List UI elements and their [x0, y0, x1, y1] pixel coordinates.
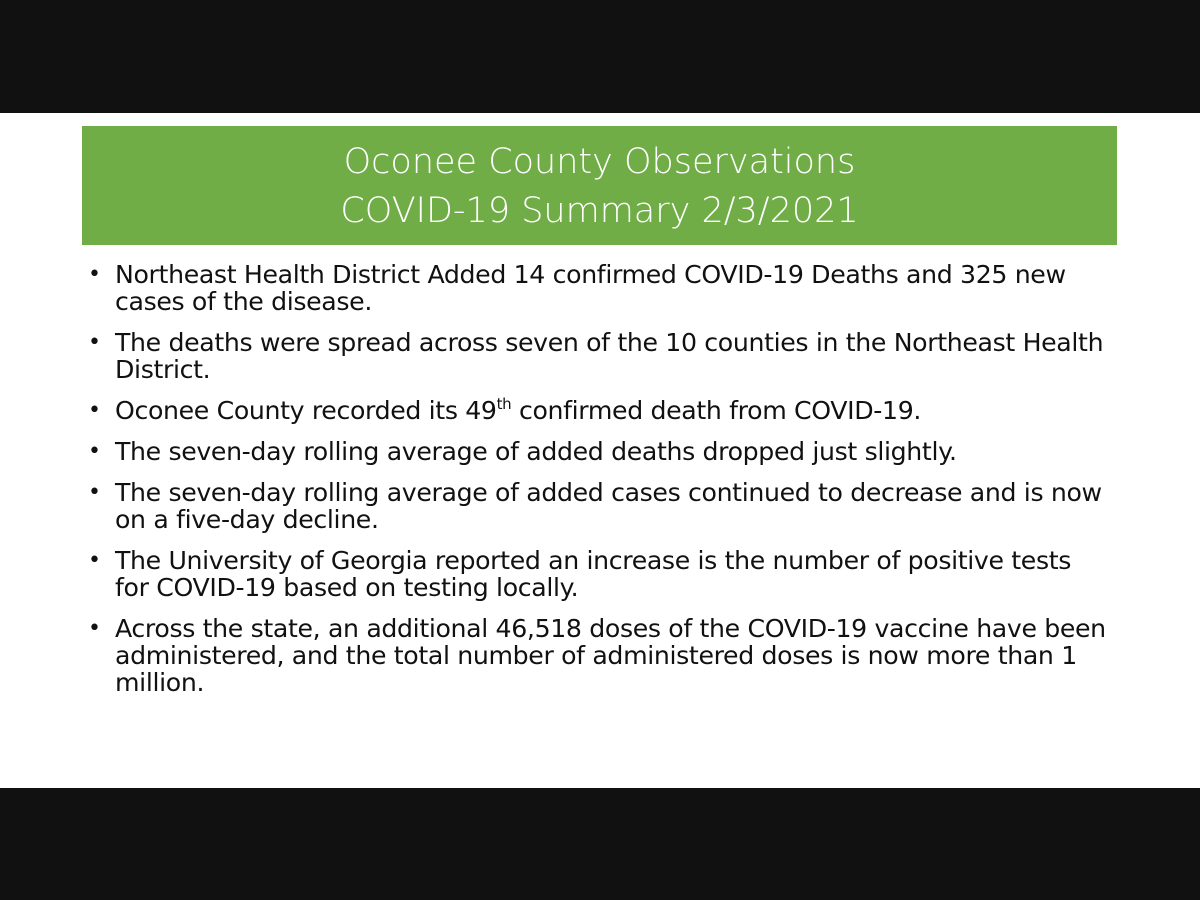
bullet-dot-icon: • — [88, 616, 101, 641]
bullet-item — [88, 397, 1108, 424]
bullet-item — [88, 438, 1108, 465]
title-banner — [82, 126, 1117, 245]
slide — [0, 113, 1200, 788]
bullet-text: The seven-day rolling average of added deaths dropped just slightly. — [115, 437, 957, 466]
bullet-dot-icon: • — [88, 548, 101, 573]
bullet-list — [88, 261, 1108, 710]
bullet-item — [88, 547, 1108, 601]
bullet-text: The deaths were spread across seven of the 10 counties in the Northeast Health District. — [115, 328, 1104, 384]
bullet-text: The seven-day rolling average of added cases continued to decrease and is now on a five-day decline. — [115, 478, 1102, 534]
bullet-text: Across the state, an additional 46,518 doses of the COVID-19 vaccine have been administered, and the total number of administered doses is now more than 1 million. — [115, 614, 1106, 697]
bullet-text: The University of Georgia reported an increase is the number of positive tests for COVID-19 based on testing locally. — [115, 546, 1072, 602]
slide-title-line-2: COVID-19 Summary 2/3/2021 — [340, 191, 859, 231]
bullet-dot-icon: • — [88, 439, 101, 464]
bullet-item — [88, 329, 1108, 383]
bullet-item — [88, 615, 1108, 696]
bullet-text-before: Oconee County recorded its 49 — [115, 396, 497, 425]
ordinal-superscript: th — [496, 395, 512, 413]
slide-title-line-1: Oconee County Observations — [343, 142, 856, 182]
letterbox-top — [0, 0, 1200, 113]
bullet-text-after: confirmed death from COVID-19. — [511, 396, 922, 425]
bullet-dot-icon: • — [88, 262, 101, 287]
bullet-text: Northeast Health District Added 14 confirmed COVID-19 Deaths and 325 new cases of the disease. — [115, 260, 1066, 316]
bullet-dot-icon: • — [88, 398, 101, 423]
bullet-dot-icon: • — [88, 480, 101, 505]
bullet-item — [88, 261, 1108, 315]
bullet-item — [88, 479, 1108, 533]
bullet-dot-icon: • — [88, 330, 101, 355]
letterbox-bottom — [0, 788, 1200, 900]
